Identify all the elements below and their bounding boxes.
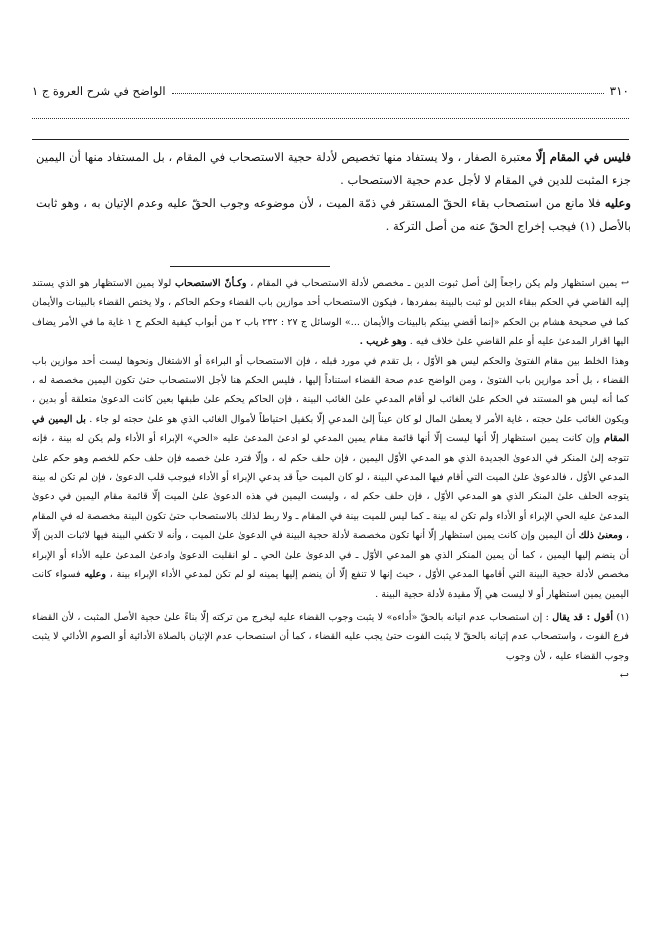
header-dotted-rule xyxy=(32,118,629,119)
footnote-bold: وعليه xyxy=(84,569,106,581)
footnote-continuation-2 xyxy=(32,352,629,604)
main-paragraph-1 xyxy=(36,146,631,192)
header-solid-rule xyxy=(32,139,629,140)
footnote-text: وهذا الخلط بين مقام الفتوىٰ والحكم ليس هو الأوّل ، بل تقدم في مورد قبله ، فإن الاستصحاب أو البراءة أو الاشتغال ونحوها ليست أحد موازين باب القضاء ، بل أحد موازين باب الفتوىٰ ، ومن الواضح عدم صحة القضاء استناداً إليها ، فليس الحكم هنا لأجل الاستصحاب حتىٰ تكون اليمين مخصصة له ، كما أنه ليس هو المستند في الحكم علىٰ الغائب لو أقام المدعي علىٰ الغائب البينة ، فإن الحاكم يحكم علىٰ طبقها بعين كانت الدعوىٰ متعلقة أو بدين ، ويكون الغائب علىٰ حجته ، غاية الأمر لا يعطىٰ المال لو كان عيناً إلىٰ المدعي إلّا بكفيل احتياطاً لأموال الغائب الذي هو علىٰ حجته لو جاء . xyxy=(32,355,629,425)
page-number: ٣١٠ xyxy=(609,84,629,98)
footnote-text: وإن كانت يمين استظهار إلّا أنها ليست إلّا أنها قائمة مقام يمين المدعي لو ادعىٰ المدعىٰ عليه «الحي» الإبراء أو الأداء ولم يكن له بينة ، فإنه تتوجه إلىٰ المنكر في الدعوىٰ الجديدة الذي هو المدعي الأوّل اليمين ، فإن حلف حكم له ، وإلّا فترد علىٰ خصمه فإن حلف حكم للخصم وهو حكم علىٰ المدعي الأوّل ، فالدعوىٰ علىٰ الميت التي أقام فيها المدعي البينة ، لو كان الميت حياً قد يدعي الإبراء أو الأداء فيوجب قلب الدعوىٰ ، فإن لم تكن له بينة يتوجه الحلف علىٰ المنكر الذي هو المدعي الأوّل ، فإن حلف حكم له ، وليست اليمين في هذه الدعوىٰ علىٰ الميت إلّا قائمة مقام اليمين في دعوىٰ المدعىٰ عليه الحي الإبراء أو الأداء ولم تكن له بينة ـ كما ليس للميت بينة في المقام ـ ولا ربط لذلك بالاستصحاب حتىٰ تكون البينة مخصصة له في المقام ، xyxy=(32,433,629,542)
bold-lead: فليس في المقام إلّا xyxy=(535,150,631,164)
main-text xyxy=(36,146,631,238)
footnote-number: (١) xyxy=(616,611,629,623)
header-dot-leader xyxy=(172,85,604,94)
running-title: الواضح في شرح العروة ج ١ xyxy=(32,84,166,98)
footnote-text: أن اليمين وإن كانت يمين استظهار إلّا أنها تكون مخصصة لأدلة حجية البينة في الدعوىٰ علىٰ الميت ، وأنه لا تكفي البينة فيها لاثبات الدين إلّا أن ينضم إليها اليمين ، كما أن يمين المنكر الذي هو المدعي الأوّل ـ في الدعوىٰ علىٰ الحي ـ لو انقلبت الدعوىٰ وادعىٰ المدعىٰ عليه الأداء أو الإبراء مخصص لأدلة حجية البينة التي أقامها المدعي الأوّل ، حيث إنها لا تنفع إلّا أن ينضم إليها يمينه لو لم تكن لمدعي الأداء الإبراء بينة ، xyxy=(32,530,629,581)
paragraph-text: معتبرة الصفار ، ولا يستفاد منها تخصيص لأدلة حجية الاستصحاب في المقام ، بل المستفاد منها أن اليمين جزء المثبت للدين في المقام لا لأجل عدم حجية الاستصحاب . xyxy=(36,150,631,187)
footnotes xyxy=(32,274,629,686)
main-paragraph-2 xyxy=(36,192,631,238)
footnote-text: : إن استصحاب عدم اتيانه بالحقّ «أداءه» لا يثبت وجوب القضاء عليه ليخرج من تركته إلّا بناءً علىٰ حجية الأصل المثبت ، لأن القضاء فرع الفوت ، واستصحاب عدم إتيانه بالحقّ لا يثبت الفوت حتىٰ يجب عليه القضاء ، كما أن استصحاب عدم الإتيان بالصلاة الأدائية أو الصوم الأدائي لا يثبت وجوب القضاء عليه ، لأن وجوب xyxy=(32,611,629,662)
footnote-text: لولا يمين الاستظهار هو الذي يستند إليه القاضي في الحكم ببقاء الدين لو ثبت بالبينة بمفردها ، فيكون الاستصحاب أحد موازين باب القضاء وحكم الحاكم ، ولا يختص القضاء بالبينات والأيمان كما في صحيحة هشام بن الحكم «إنما أقضي بينكم بالبينات والأيمان ...» الوسائل ج ٢٧ : ٢٣٢ باب ٢ من أبواب كيفية الحكم ح ١ غاية ما في الأمر يضاف اليها اقرار المدعىٰ عليه أو علم القاضي علىٰ خلاف فيه . xyxy=(32,278,629,348)
footnote-bold: ومعنىٰ ذلك xyxy=(578,530,623,542)
footnote-continuation-1 xyxy=(32,274,629,352)
paragraph-text: فلا مانع من استصحاب بقاء الحقّ المستقر في ذمّة الميت ، لأن موضوعه وجوب الحقّ عليه وعدم الإتيان به ، وهو ثابت بالأصل (١) فيجب إخراج الحقّ عنه من أصل التركة . xyxy=(36,196,631,233)
continue-mark-icon: ↩ xyxy=(619,669,629,683)
footnote-bold: أقول : قد يقال xyxy=(552,611,613,623)
footnote-1 xyxy=(32,608,629,666)
footnote-bold: وكـأنّ الاستصحاب xyxy=(175,278,247,289)
running-header xyxy=(32,80,629,102)
footnote-text: فسواء كانت اليمين يمين استظهار أو لا ليست هي إلّا مقيدة لأدلة حجية البينة . xyxy=(32,569,629,600)
footnote-bold: بل اليمين في المقام xyxy=(32,413,629,445)
bold-lead: وعليه xyxy=(604,196,631,210)
footnote-text: ↩ يمين استظهار ولم يكن راجعاً إلىٰ أصل ثبوت الدين ـ مخصص لأدلة الاستصحاب في المقام ، xyxy=(246,278,630,289)
footnote-separator xyxy=(170,266,330,267)
footnote-bold: وهو غريب . xyxy=(359,336,407,348)
